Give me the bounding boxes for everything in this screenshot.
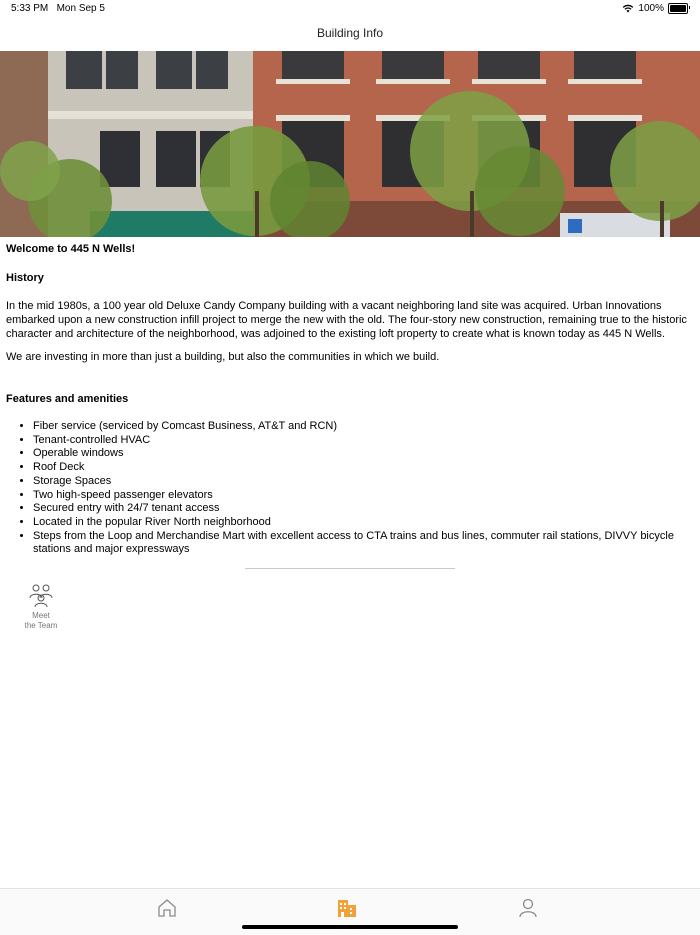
building-hero-image: [0, 51, 700, 237]
person-icon: [517, 897, 539, 919]
tab-profile[interactable]: [517, 897, 541, 921]
list-item: • Steps from the Loop and Merchandise Mart with excellent access to CTA trains and bus lines, commuter rail stations, DIVVY bicycle stations and major expressways: [33, 530, 693, 557]
list-item: • Located in the popular River North neighborhood: [33, 516, 693, 530]
status-time-text: 5:33 PM: [11, 3, 49, 14]
building-icon: [336, 897, 358, 919]
status-right: [622, 3, 688, 14]
building-facade-photo: [0, 51, 700, 237]
welcome-heading: Welcome to 445 N Wells!: [6, 243, 136, 255]
history-heading: History: [6, 272, 44, 284]
home-icon: [156, 897, 178, 919]
page-title: Building Info: [316, 26, 384, 40]
history-text: In the mid 1980s, a 100 year old Deluxe Candy Company building with a vacant neighboring land site was acquired. Urban Innovations embarked upon a new construction infill project to merge the new with the old. The four-story new construction, remaining true to the historic character and architecture of the neighborhood, was adjoined to the existing loft property to create what is known today as 445 N Wells.: [6, 300, 687, 340]
list-item: • Storage Spaces: [33, 475, 693, 489]
status-time: [11, 3, 105, 14]
list-item: • Fiber service (serviced by Comcast Business, AT&T and RCN): [33, 420, 693, 434]
home-indicator: [242, 925, 458, 929]
battery-icon: [668, 3, 688, 14]
list-item: • Two high-speed passenger elevators: [33, 489, 693, 503]
list-item: • Secured entry with 24/7 tenant access: [33, 502, 693, 516]
tab-home[interactable]: [156, 897, 180, 921]
meet-the-team-button[interactable]: [18, 582, 64, 631]
meet-team-label-line2: the Team: [24, 621, 58, 630]
features-heading: Features and amenities: [6, 393, 129, 405]
status-date-text: Mon Sep 5: [56, 3, 105, 14]
list-item: • Tenant-controlled HVAC: [33, 434, 693, 448]
wifi-icon: [622, 4, 634, 13]
building-info-content: [6, 242, 694, 556]
tab-building[interactable]: [336, 897, 360, 921]
status-bar: [0, 0, 700, 18]
features-list: [6, 420, 693, 557]
list-item: • Operable windows: [33, 447, 693, 461]
people-icon: [28, 582, 54, 608]
meet-team-label-line1: Meet: [32, 611, 50, 620]
investing-text: We are investing in more than just a building, but also the communities in which we build.: [6, 351, 440, 363]
section-divider: [245, 568, 455, 569]
list-item: • Roof Deck: [33, 461, 693, 475]
battery-percent: 100%: [638, 3, 664, 14]
